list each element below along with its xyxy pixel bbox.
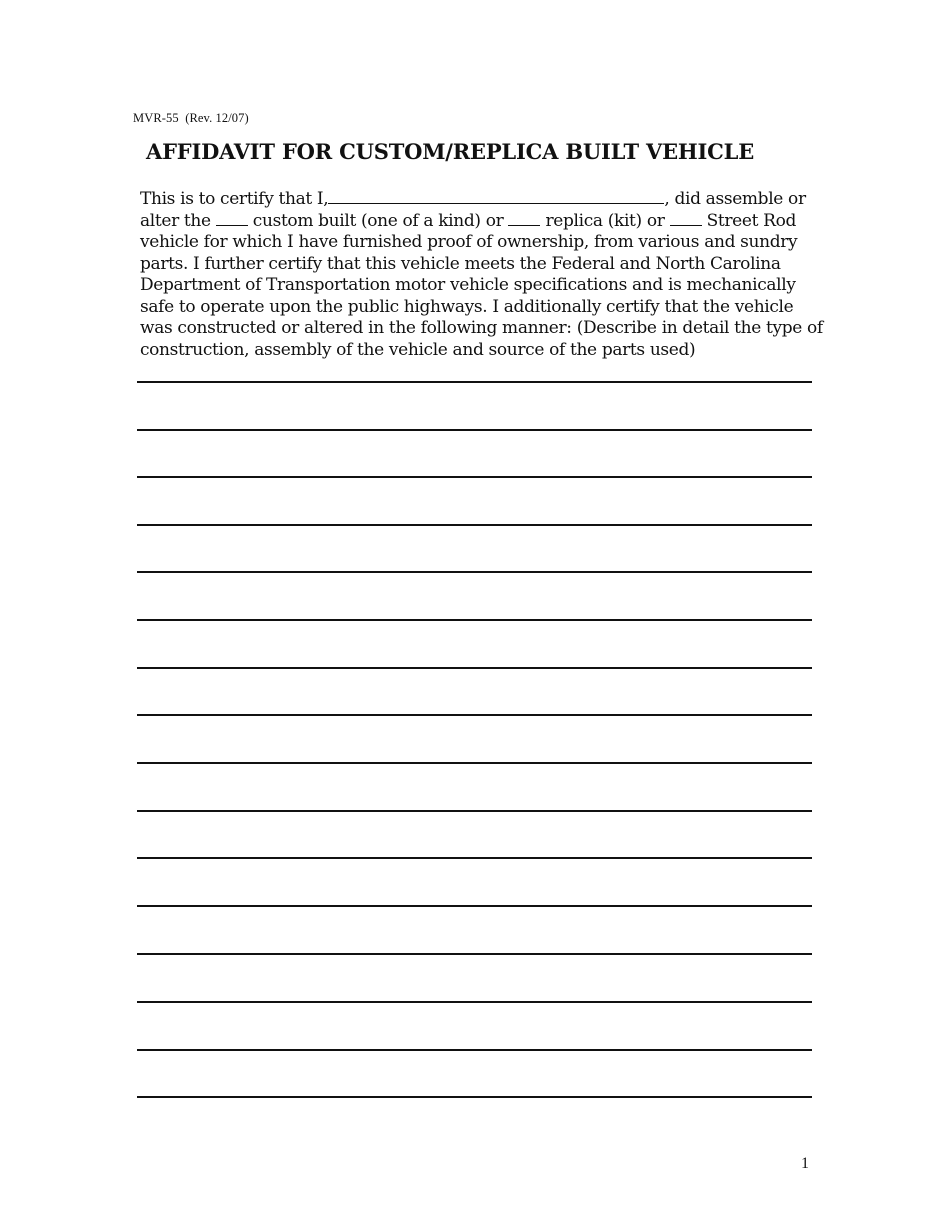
statement-text: This is to certify that I, [140,189,329,209]
statement-line-5: Department of Transportation motor vehicle specifications and is mechanically [140,275,796,295]
statement-line-1 [140,189,820,211]
description-line[interactable] [137,619,812,621]
statement-line-8: construction, assembly of the vehicle and source of the parts used) [140,339,696,360]
description-line[interactable] [137,381,812,383]
street-rod-checkbox-blank[interactable] [670,211,702,226]
statement-text: alter the [140,210,216,231]
statement-text: Street Rod [701,210,797,231]
description-line[interactable] [137,810,812,812]
description-line[interactable] [137,953,812,955]
description-line[interactable] [137,429,812,431]
replica-kit-checkbox-blank[interactable] [508,211,540,226]
statement-text: custom built (one of a kind) or [247,210,509,231]
description-line[interactable] [137,762,812,764]
certification-statement [140,189,823,361]
statement-line-7: was constructed or altered in the following manner: (Describe in detail the type of [140,318,823,338]
statement-line-4: parts. I further certify that this vehicle meets the Federal and North Carolina [140,253,781,274]
description-line[interactable] [137,524,812,526]
description-line[interactable] [137,1096,812,1098]
description-line[interactable] [137,857,812,859]
statement-line-6: safe to operate upon the public highways. I additionally certify that the vehicle [140,296,794,317]
name-blank-field[interactable] [328,189,664,204]
custom-built-checkbox-blank[interactable] [216,211,248,226]
description-line[interactable] [137,476,812,478]
page-number: 1 [801,1155,809,1172]
statement-line-2 [140,211,820,233]
description-line[interactable] [137,905,812,907]
form-number: MVR-55 (Rev. 12/07) [133,111,249,125]
statement-text: replica (kit) or [540,210,670,231]
page-title: AFFIDAVIT FOR CUSTOM/REPLICA BUILT VEHICLE [146,139,755,164]
description-line[interactable] [137,1049,812,1051]
description-line[interactable] [137,667,812,669]
statement-text: , did assemble or [664,189,806,209]
statement-line-3: vehicle for which I have furnished proof of ownership, from various and sundry [140,232,798,252]
description-line[interactable] [137,1001,812,1003]
description-line[interactable] [137,714,812,716]
description-line[interactable] [137,571,812,573]
